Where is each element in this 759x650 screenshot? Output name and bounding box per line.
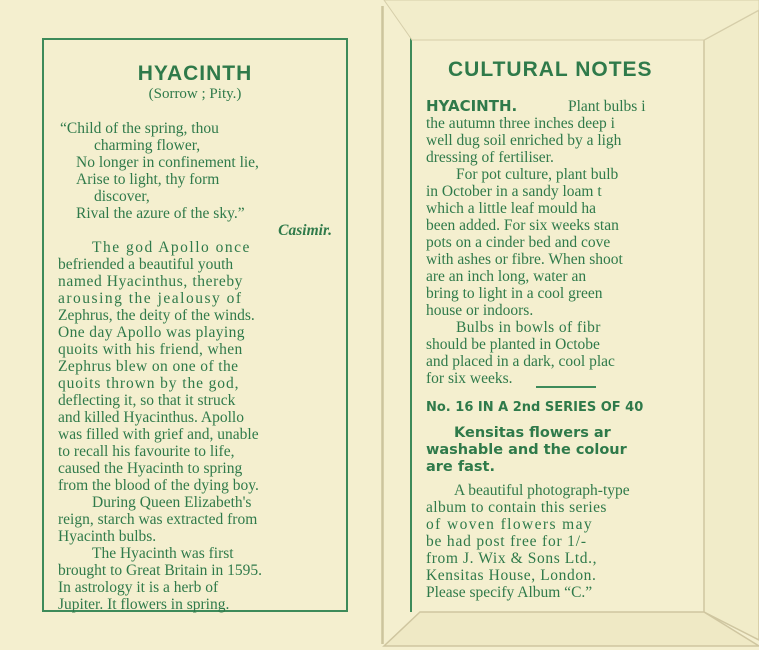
album-line: of woven flowers may — [426, 516, 594, 533]
story-line: The god Apollo once — [92, 239, 251, 256]
notes-line: with ashes or fibre. When shoot — [426, 251, 623, 268]
album-line: Kensitas House, London. — [426, 567, 597, 584]
notes-line: well dug soil enriched by a ligh — [426, 132, 622, 149]
promo-line: washable and the colour — [426, 442, 627, 458]
story-line: reign, starch was extracted from — [58, 511, 258, 528]
story-line: to recall his favourite to life, — [58, 443, 235, 460]
left-title: HYACINTH — [137, 62, 253, 85]
story-line: from the blood of the dying boy. — [58, 477, 259, 494]
notes-line: which a little leaf mould ha — [426, 200, 597, 217]
poem-attribution: Casimir. — [278, 222, 332, 239]
notes-line: and placed in a dark, cool plac — [426, 353, 615, 370]
poem-line: charming flower, — [94, 137, 201, 154]
album-line: Please specify Album “C.” — [426, 584, 593, 601]
right-title: CULTURAL NOTES — [448, 58, 653, 81]
notes-line: Bulbs in bowls of fibr — [456, 319, 601, 336]
album-line: album to contain this series — [426, 499, 607, 516]
story-line: deflecting it, so that it struck — [58, 392, 236, 409]
notes-line: are an inch long, water an — [426, 268, 587, 285]
story-line: One day Apollo was playing — [58, 324, 245, 341]
story-line: In astrology it is a herb of — [58, 579, 219, 596]
poem-line: Rival the azure of the sky.” — [76, 205, 245, 222]
poem-line: No longer in confinement lie, — [76, 154, 259, 171]
album-line: be had post free for 1/- — [426, 533, 587, 550]
album-line: A beautiful photograph-type — [454, 482, 630, 499]
story-line: Jupiter. It flowers in spring. — [58, 596, 230, 613]
story-line: brought to Great Britain in 1595. — [58, 562, 263, 579]
poem-line: Arise to light, thy form — [76, 171, 220, 188]
notes-line: bring to light in a cool green — [426, 285, 603, 302]
story-line: befriended a beautiful youth — [58, 256, 234, 273]
notes-line: the autumn three inches deep i — [426, 115, 615, 132]
notes-line: been added. For six weeks stan — [426, 217, 619, 234]
series-number: No. 16 IN A 2nd SERIES OF 40 — [426, 400, 644, 415]
poem-line: “Child of the spring, thou — [60, 120, 219, 137]
left-subtitle: (Sorrow ; Pity.) — [148, 86, 242, 102]
story-line: Zephrus, the deity of the winds. — [58, 307, 255, 324]
notes-line: for six weeks. — [426, 370, 513, 387]
story-line: quoits thrown by the god, — [58, 375, 240, 392]
notes-lead: HYACINTH. — [426, 97, 518, 115]
notes-line: Plant bulbs i — [568, 98, 646, 115]
story-line: and killed Hyacinthus. Apollo — [58, 409, 244, 426]
notes-line: should be planted in Octobe — [426, 336, 600, 353]
notes-line: in October in a sandy loam t — [426, 183, 602, 200]
notes-line: For pot culture, plant bulb — [456, 166, 619, 183]
story-line: caused the Hyacinth to spring — [58, 460, 243, 477]
story-line: named Hyacinthus, thereby — [58, 273, 244, 290]
poem-line: discover, — [94, 188, 150, 205]
story-line: The Hyacinth was first — [92, 545, 234, 562]
notes-line: dressing of fertiliser. — [426, 149, 554, 166]
promo-line: are fast. — [426, 459, 495, 475]
story-line: arousing the jealousy of — [58, 290, 243, 307]
promo-line: Kensitas flowers ar — [454, 425, 611, 441]
story-line: was filled with grief and, unable — [58, 426, 259, 443]
story-line: During Queen Elizabeth's — [92, 494, 252, 511]
story-line: quoits with his friend, when — [58, 341, 243, 358]
story-line: Hyacinth bulbs. — [58, 528, 157, 545]
notes-line: pots on a cinder bed and cove — [426, 234, 611, 251]
notes-line: house or indoors. — [426, 302, 534, 319]
story-line: Zephrus blew on one of the — [58, 358, 239, 375]
album-line: from J. Wix & Sons Ltd., — [426, 550, 598, 567]
